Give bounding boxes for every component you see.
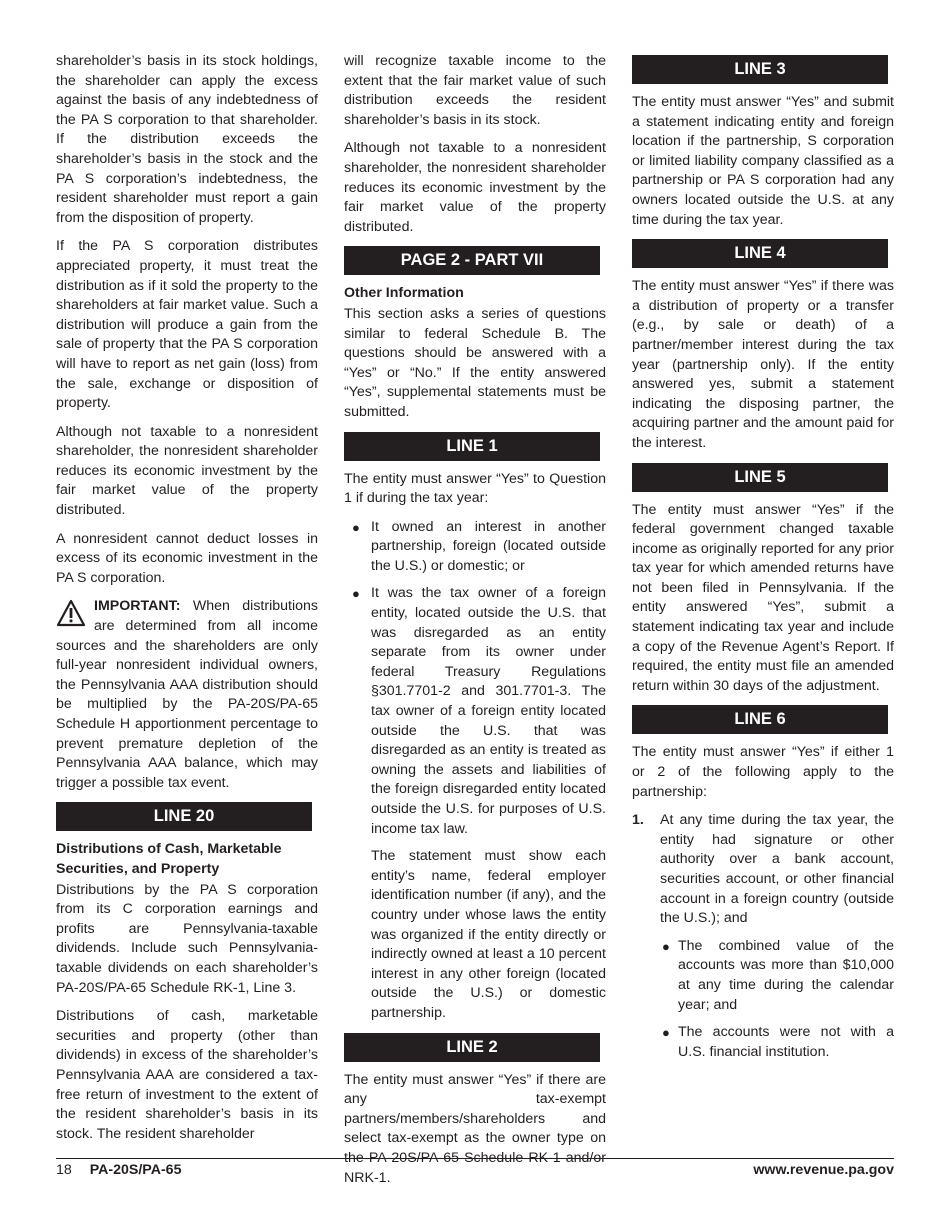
paragraph: The entity must answer “Yes” if either 1 or 2 of the following apply to the partnership: <box>632 744 894 800</box>
paragraph: shareholder’s basis in its stock holdings, the shareholder can apply the excess against the basis of any indebtedness of the PA S corporation to that shareholder. If the distribution exceeds the shareholder’s basis in the stock and the PA S corporation’s indebtedness, the resident shareholder must report a gain from the disposition of property. <box>56 53 318 226</box>
paragraph: If the PA S corporation distributes appreciated property, it must treat the distribution as if it sold the property to the shareholders at fair market value. Such a distribution will produce a gain from the sale of property that the PA S corporation will have to report as net gain (loss) from the sale, exchange or disposition of property. <box>56 238 318 412</box>
column-3 <box>632 52 894 1070</box>
list-item: ● The accounts were not with a U.S. financial institution. <box>662 1024 894 1060</box>
line-4-heading: LINE 4 <box>632 239 888 268</box>
line-5-heading: LINE 5 <box>632 463 888 492</box>
line-1-bullets <box>344 518 606 840</box>
line-6-heading: LINE 6 <box>632 705 888 734</box>
bullet-icon: ● <box>352 519 360 535</box>
paragraph: The entity must answer “Yes” if the federal government changed taxable income as originally reported for any prior tax year for which amended returns have not been filed in Pennsylvania. If the entity answered “Yes”, submit a statement indicating tax year and include a copy of the Revenue Agent’s Report. If required, the entity must file an amended return within 30 days of the adjustment. <box>632 501 894 694</box>
important-label: IMPORTANT: <box>94 598 181 615</box>
paragraph: The entity must answer “Yes” to Question 1 if during the tax year: <box>344 470 606 507</box>
part-vii-heading: PAGE 2 - PART VII <box>344 246 600 275</box>
paragraph: The entity must answer “Yes” if there are any tax-exempt partners/members/shareholders and select tax-exempt as the owner type on the PA-20S/PA-65 Schedule RK-1 and/or NRK-1. <box>344 1071 606 1186</box>
list-item: ● The combined value of the accounts was more than $10,000 at any time during the calendar year; and <box>662 937 894 1013</box>
bullet-icon: ● <box>662 1025 670 1041</box>
list-item: ● It was the tax owner of a foreign entity, located outside the U.S. that was disregarded as an entity separate from its owner under federal Treasury Regulations §301.7701-2 and 301.7701-3. The tax owner of a foreign entity located outside the U.S. that was disregarded as an entity is treated as owning the assets and liabilities of the foreign disregarded entity located outside the U.S. for purposes of U.S. income tax law. <box>352 585 606 837</box>
line-3-heading: LINE 3 <box>632 55 888 84</box>
line-1-heading: LINE 1 <box>344 432 600 461</box>
bullet-icon: ● <box>352 586 360 602</box>
list-item: ● It owned an interest in another partnership, foreign (located outside the U.S.) or domestic; or <box>352 518 606 574</box>
warning-icon <box>56 599 88 629</box>
important-text: When distributions are determined from all income sources and the shareholders are only full-year nonresident individual owners, the Pennsylvania AAA distribution should be multiplied by the PA-20S/PA-65 Schedule H apportionment percentage to prevent premature depletion of the Pennsylvania AAA balance, which may trigger a possible tax event. <box>56 598 318 791</box>
line-2-heading: LINE 2 <box>344 1033 600 1062</box>
line-6-sub-bullets <box>660 937 894 1063</box>
paragraph: Distributions by the PA S corporation from its C corporation earnings and profits are Pennsylvania-taxable dividends. Include such Pennsylvania-taxable dividends on each shareholder’s PA-20S/PA-65 Schedule RK-1, Line 3. <box>56 881 318 996</box>
item-number: 1. <box>632 812 644 829</box>
line-20-subhead: Distributions of Cash, Marketable Securities, and Property <box>56 841 282 877</box>
line-6-list <box>632 811 894 929</box>
paragraph: Although not taxable to a nonresident shareholder, the nonresident shareholder reduces its economic investment by the fair market value of the property distributed. <box>56 423 318 519</box>
website-url: www.revenue.pa.gov <box>753 1162 894 1178</box>
part-vii-subhead: Other Information <box>344 285 464 302</box>
paragraph: will recognize taxable income to the extent that the fair market value of such distribution exceeds the resident shareholder’s basis in its stock. <box>344 53 606 128</box>
list-item: 1. At any time during the tax year, the entity had signature or other authority over a bank account, securities account, or other financial account in a foreign country (outside the U.S.); and <box>632 812 894 927</box>
paragraph: Although not taxable to a nonresident shareholder, the nonresident shareholder reduces its economic investment by the fair market value of the property distributed. <box>344 140 606 235</box>
form-name: PA-20S/PA-65 <box>89 1162 182 1178</box>
paragraph: The entity must answer “Yes” if there was a distribution of property or a transfer (e.g., by sale or death) of a partner/member interest during the tax year (partnership only). If the entity answered yes, submit a statement indicating the disposing partner, the acquiring partner and the amount paid for the interest. <box>632 278 894 451</box>
page-footer <box>56 1158 894 1181</box>
column-1 <box>56 52 318 1153</box>
paragraph: This section asks a series of questions similar to federal Schedule B. The questions should be answered with a “Yes” or “No.” If the entity answered “Yes”, supplemental statements must be submitted. <box>344 305 606 420</box>
paragraph: A nonresident cannot deduct losses in excess of its economic investment in the PA S corporation. <box>56 530 318 586</box>
page-number: 18 <box>56 1162 72 1178</box>
column-2 <box>344 52 606 1197</box>
important-note <box>56 597 318 793</box>
line-20-heading: LINE 20 <box>56 802 312 831</box>
paragraph: Distributions of cash, marketable securities and property (other than dividends) in excess of the shareholder’s Pennsylvania AAA are considered a tax-free return of investment to the extent of the resident shareholder’s basis in its stock. The resident shareholder <box>56 1008 318 1142</box>
paragraph: The entity must answer “Yes” and submit a statement indicating entity and foreign location if the partnership, S corporation or limited liability company classified as a partnership or PA S corporation had any owners located outside the U.S. at any time during the tax year. <box>632 94 894 228</box>
bullet-continuation: The statement must show each entity’s name, federal employer identification number (if any), and the country under whose laws the entity was organized if the entity directly or indirectly owned at least a 10 percent interest in any other foreign (located outside the U.S.) or domestic partnership. <box>371 848 606 1021</box>
bullet-icon: ● <box>662 938 670 954</box>
